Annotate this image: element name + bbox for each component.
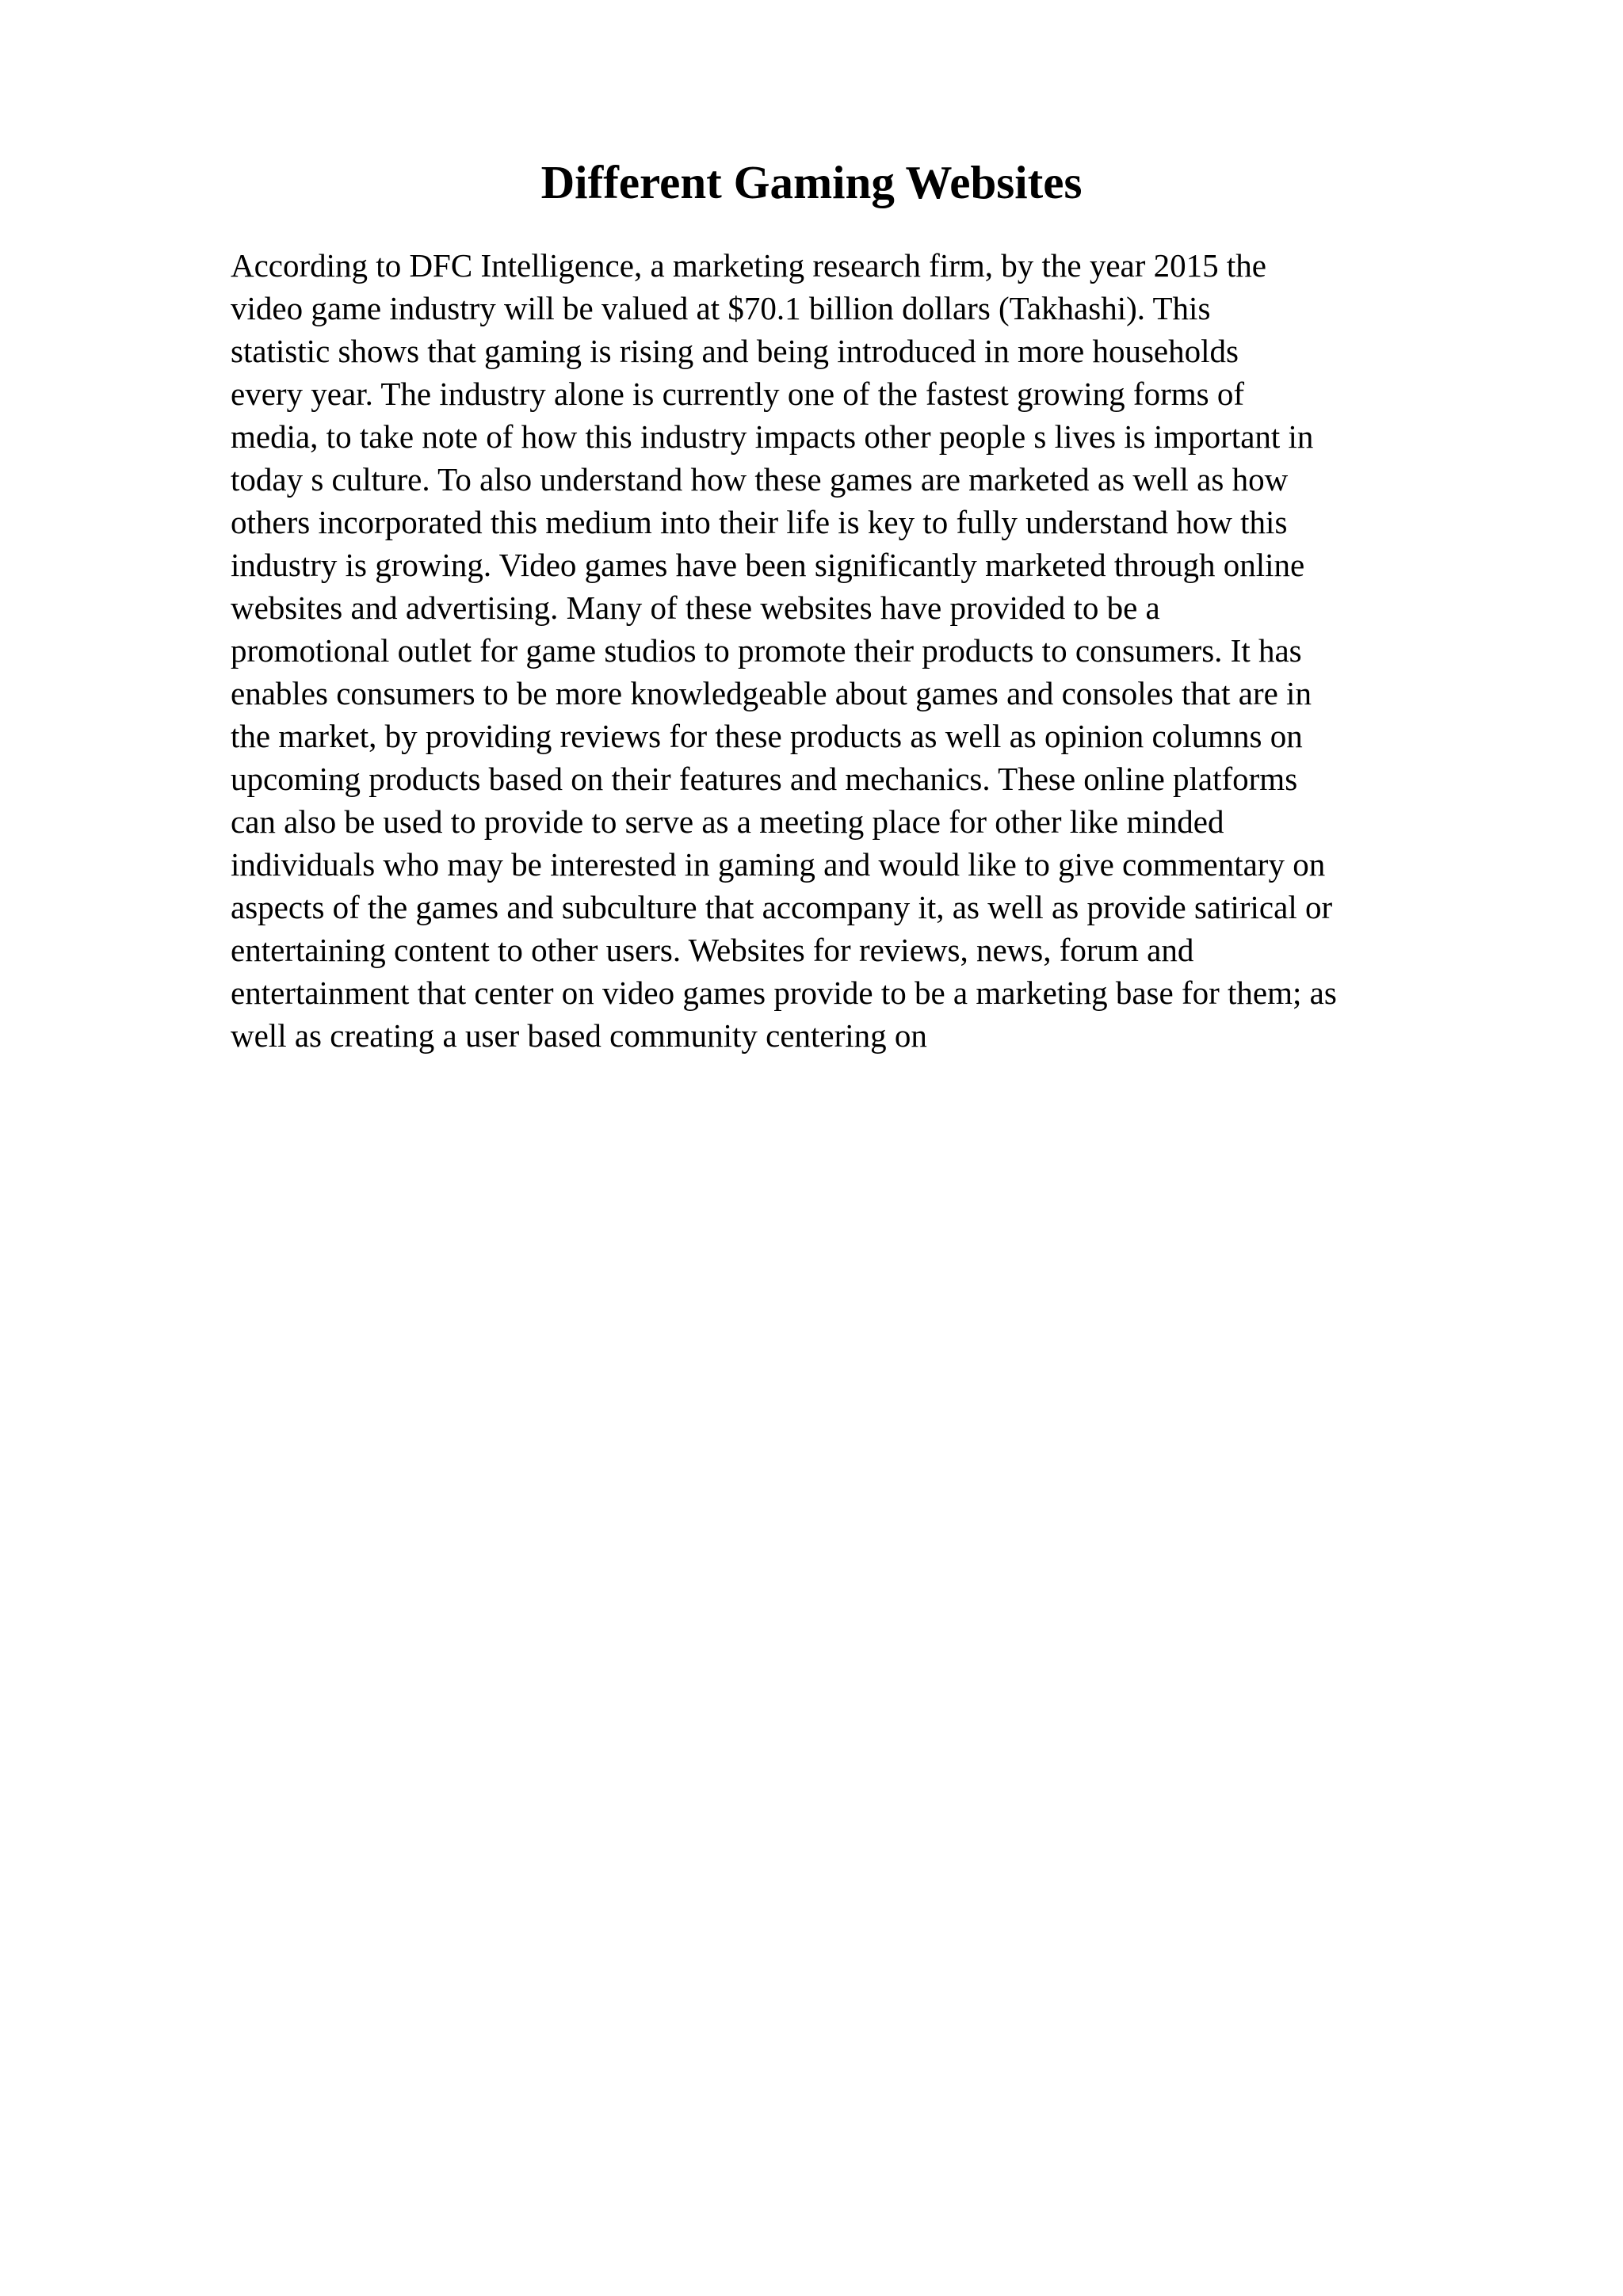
body-paragraph xyxy=(231,244,1499,1057)
paragraph-line: industry is growing. Video games have been significantly marketed through online xyxy=(231,547,1305,583)
paragraph-line: individuals who may be interested in gaming and would like to give commentary on xyxy=(231,846,1326,883)
page-title: Different Gaming Websites xyxy=(540,156,1083,208)
paragraph-line: entertaining content to other users. Websites for reviews, news, forum and xyxy=(231,932,1194,968)
paragraph-line: media, to take note of how this industry impacts other people s lives is important in xyxy=(231,418,1314,455)
paragraph-line: every year. The industry alone is currently one of the fastest growing forms of xyxy=(231,376,1244,412)
paragraph-line: statistic shows that gaming is rising and being introduced in more households xyxy=(231,333,1239,369)
paragraph-line: well as creating a user based community centering on xyxy=(231,1017,927,1054)
paragraph-line: enables consumers to be more knowledgeable about games and consoles that are in xyxy=(231,675,1312,711)
paragraph-line: the market, by providing reviews for these products as well as opinion columns on xyxy=(231,718,1303,754)
paragraph-line: entertainment that center on video games provide to be a marketing base for them; as xyxy=(231,974,1337,1011)
paragraph-line: today s culture. To also understand how these games are marketed as well as how xyxy=(231,461,1289,498)
paragraph-line: upcoming products based on their features and mechanics. These online platforms xyxy=(231,761,1298,797)
paragraph-line: others incorporated this medium into their life is key to fully understand how this xyxy=(231,504,1288,540)
paragraph-line: promotional outlet for game studios to promote their products to consumers. It has xyxy=(231,632,1302,669)
paragraph-line: video game industry will be valued at $70.1 billion dollars (Takhashi). This xyxy=(231,290,1211,326)
paragraph-line: According to DFC Intelligence, a marketing research firm, by the year 2015 the xyxy=(231,247,1266,284)
paragraph-line: can also be used to provide to serve as a meeting place for other like minded xyxy=(231,803,1224,840)
paragraph-line: websites and advertising. Many of these websites have provided to be a xyxy=(231,589,1160,626)
paragraph-line: aspects of the games and subculture that accompany it, as well as provide satirical or xyxy=(231,889,1333,925)
